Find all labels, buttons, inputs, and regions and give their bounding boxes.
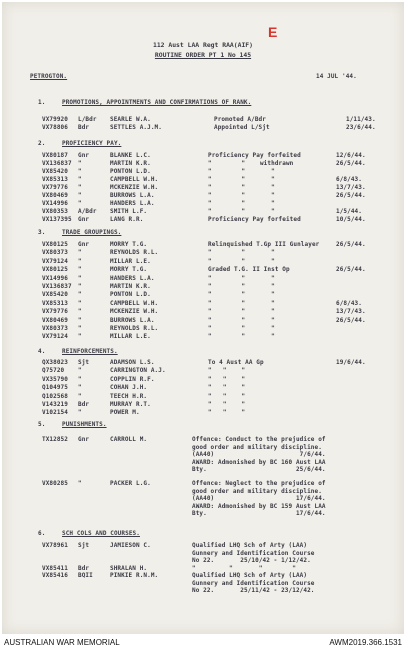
effective-date: 26/5/44. [336, 241, 366, 248]
service-number: VX85420 [42, 291, 68, 299]
action-text: " " " [208, 168, 275, 175]
effective-date: 26/5/44. [336, 192, 366, 199]
rank: Bdr [78, 124, 90, 131]
member-name: COPPLIN R.F. [110, 375, 155, 383]
entry-text: AWARD: Admonished by BC 159 Aust LAA [192, 502, 326, 510]
section-number: 3. [38, 229, 46, 236]
service-number: VX80373 [42, 249, 68, 257]
action-text: " " " [208, 200, 275, 207]
effective-date: 10/5/44. [336, 216, 366, 223]
rank: Bdr [78, 401, 90, 408]
section-heading: PUNISHMENTS. [62, 421, 107, 428]
service-number: VX80285 [42, 480, 68, 487]
rank: A/Bdr [78, 208, 97, 215]
entry-text: AWARD: Admonished by BC 160 Aust LAA [192, 458, 326, 466]
entry-text: No 22. 25/11/42 - 23/12/42. [192, 587, 315, 595]
member-name: MCKENZIE W.H. [110, 184, 159, 191]
service-number: VX14996 [42, 200, 68, 207]
member-name: POWER M. [110, 409, 140, 417]
entry-text: (AA40) 7/6/44. [192, 451, 326, 459]
service-number: VX79124 [42, 257, 68, 265]
action-text: " " " [208, 384, 246, 392]
member-name: LANG R.R. [110, 216, 144, 223]
service-number: VX85416 [42, 572, 68, 579]
action-text: Proficiency Pay forfeited [208, 216, 301, 223]
effective-date: 13/7/43. [336, 184, 366, 191]
member-name: PINKIE R.N.M. [110, 572, 159, 579]
member-name: MILLAR L.E. [110, 257, 151, 265]
service-number: VX79920 [42, 116, 68, 123]
rank: " [78, 308, 82, 316]
section-number: 5. [38, 421, 46, 428]
rank: " [78, 184, 82, 191]
entry-text: Qualified LHQ Sch of Arty (LAA) [192, 542, 308, 549]
service-number: VX14996 [42, 274, 68, 282]
member-name: CARROLL M. [110, 436, 148, 443]
member-name: MARTIN K.R. [110, 283, 151, 290]
action-text: " " " [208, 392, 246, 400]
order-date: 14 JUL '44. [316, 73, 357, 80]
member-name: CAMPBELL W.H. [110, 176, 159, 183]
member-name: HANDERS L.A. [110, 274, 155, 282]
member-name: CAMPBELL W.H. [110, 299, 159, 307]
action-text: " " " [208, 367, 246, 375]
entry-text: Qualified LHQ Sch of Arty (LAA) [192, 572, 308, 579]
section-number: 1. [38, 99, 46, 106]
member-name: COHAN J.H. [110, 384, 148, 392]
effective-date: 6/8/43. [336, 176, 362, 183]
service-number: VX35790 [42, 375, 68, 383]
service-number: VX78806 [42, 124, 68, 131]
action-text: " " " [208, 208, 275, 215]
section-number: 2. [38, 140, 46, 147]
rank: " [78, 480, 82, 487]
document-subtitle: ROUTINE ORDER PT 1 No 145 [154, 51, 252, 59]
service-number: VX85411 [42, 565, 68, 572]
action-text: " " " [208, 375, 246, 383]
action-text: " " " [208, 316, 275, 324]
entry-text: Bty. 25/6/44. [192, 466, 326, 474]
rank: " [78, 333, 82, 341]
section-heading: PROFICIENCY PAY. [62, 140, 122, 147]
member-name: TEECH H.R. [110, 392, 148, 400]
rank: " [78, 176, 82, 183]
effective-date: 6/8/43. [336, 299, 362, 307]
rank: " [78, 291, 82, 299]
rank: " [78, 316, 82, 324]
effective-date: 1/11/43. [346, 116, 376, 123]
entry-text: Gunnery and Identification Course [192, 549, 315, 557]
rank: Sjt [78, 542, 90, 549]
member-name: BURROWS L.A. [110, 316, 155, 324]
service-number: VX79776 [42, 308, 68, 316]
service-number: VX78961 [42, 542, 68, 549]
action-text: Promoted A/Bdr [214, 116, 266, 123]
service-number: TX12852 [42, 436, 68, 443]
entry-text: (AA40) 17/6/44. [192, 495, 326, 503]
member-name: SMITH L.F. [110, 208, 148, 215]
action-text: " " " [208, 291, 275, 299]
action-text: " " withdrawn [208, 160, 294, 167]
rank: " [78, 375, 82, 383]
entry-text: Offence: Neglect to the prejudice of [192, 480, 326, 487]
rank: " [78, 325, 82, 332]
entry-text: No 22. 25/10/42 - 1/12/42. [192, 557, 311, 565]
member-name: PONTON L.D. [110, 168, 151, 175]
entry-text: good order and military discipline. [192, 487, 322, 495]
effective-date: 1/5/44. [336, 208, 362, 215]
service-number: Q102568 [42, 392, 68, 400]
rank: " [78, 274, 82, 282]
action-text: " " " [208, 176, 275, 183]
rank: Gnr [78, 216, 90, 223]
service-number: VX80373 [42, 325, 68, 332]
rank: " [78, 409, 82, 417]
section-heading: SCH COLS AND COURSES. [62, 530, 140, 537]
rank: Bdr [78, 565, 90, 572]
member-name: ADAMSON L.S. [110, 359, 155, 366]
service-number: VX85313 [42, 176, 68, 183]
member-name: MARTIN K.R. [110, 160, 151, 167]
member-name: PACKER L.G. [110, 480, 151, 487]
entry-text: " " " " [192, 565, 296, 572]
effective-date: 26/5/44. [336, 160, 366, 167]
member-name: BURROWS L.A. [110, 192, 155, 199]
member-name: HANDERS L.A. [110, 200, 155, 207]
rank: " [78, 160, 82, 167]
member-name: MCKENZIE W.H. [110, 308, 159, 316]
rank: BQII [78, 572, 93, 579]
rank: " [78, 384, 82, 392]
service-number: VX85420 [42, 168, 68, 175]
entry-text: good order and military discipline. [192, 443, 322, 451]
action-text: " " " [208, 184, 275, 191]
member-name: SETTLES A.J.M. [110, 124, 162, 131]
service-number: VX85313 [42, 299, 68, 307]
rank: " [78, 249, 82, 257]
effective-date: 12/6/44. [336, 152, 366, 159]
action-text: " " " [208, 325, 275, 332]
effective-date: 13/7/43. [336, 308, 366, 316]
rank: Gnr [78, 152, 90, 159]
member-name: REYNOLDS R.L. [110, 249, 159, 257]
service-number: Q104975 [42, 384, 68, 392]
rank: " [78, 283, 82, 290]
service-number: V102154 [42, 409, 68, 417]
service-number: VX80469 [42, 316, 68, 324]
service-number: V143219 [42, 401, 68, 408]
action-text: To 4 Aust AA Gp [208, 359, 264, 366]
document-title: 112 Aust LAA Regt RAA(AIF) [152, 41, 254, 49]
rank: " [78, 367, 82, 375]
action-text: " " " [208, 192, 275, 199]
rank: L/Bdr [78, 116, 97, 123]
archive-credit: AUSTRALIAN WAR MEMORIAL [4, 638, 120, 647]
rank: " [78, 392, 82, 400]
member-name: MILLAR L.E. [110, 333, 151, 341]
action-text: " " " [208, 409, 246, 417]
action-text: " " " [208, 333, 275, 341]
member-name: CARRINGTON A.J. [110, 367, 166, 375]
member-name: BLANKE L.C. [110, 152, 151, 159]
member-name: JAMIESON C. [110, 542, 151, 549]
archive-reference: AWM2019.366.1531 [329, 638, 402, 647]
location: PETROGTON. [30, 73, 68, 80]
document-page [2, 2, 404, 634]
service-number: VX79776 [42, 184, 68, 191]
rank: Gnr [78, 241, 90, 248]
action-text: " " " [208, 308, 275, 316]
service-number: QX38023 [42, 359, 68, 366]
section-heading: REINFORCEMENTS. [62, 348, 118, 355]
member-name: SEARLE W.A. [110, 116, 151, 123]
member-name: MORRY T.G. [110, 266, 148, 274]
rank: " [78, 266, 82, 274]
rank: Gnr [78, 436, 90, 443]
entry-text: Offence: Conduct to the prejudice of [192, 436, 326, 443]
effective-date: 19/6/44. [336, 359, 366, 366]
effective-date: 26/5/44. [336, 266, 366, 274]
section-heading: TRADE GROUPINGS. [62, 229, 122, 236]
action-text: " " " [208, 249, 275, 257]
service-number: VX80125 [42, 241, 68, 248]
service-number: Q75720 [42, 367, 65, 375]
service-number: VX137395 [42, 216, 72, 223]
action-text: Graded T.G. II Inst Op [208, 266, 290, 274]
service-number: VX136837 [42, 283, 72, 290]
action-text: Proficiency Pay forfeited [208, 152, 301, 159]
service-number: VX80469 [42, 192, 68, 199]
rank: Sjt [78, 359, 90, 366]
member-name: PONTON L.D. [110, 291, 151, 299]
section-number: 4. [38, 348, 46, 355]
service-number: VX80353 [42, 208, 68, 215]
section-heading: PROMOTIONS, APPOINTMENTS AND CONFIRMATIONS OF RANK. [62, 99, 252, 106]
action-text: " " " [208, 274, 275, 282]
action-text: " " " [208, 299, 275, 307]
action-text: " " " [208, 257, 275, 265]
member-name: MURRAY R.T. [110, 401, 151, 408]
action-text: Relinquished T.Gp III Gunlayer [208, 241, 320, 248]
entry-text: Bty. 17/6/44. [192, 510, 326, 518]
service-number: VX80125 [42, 266, 68, 274]
rank: " [78, 257, 82, 265]
rank: " [78, 192, 82, 199]
member-name: REYNOLDS R.L. [110, 325, 159, 332]
rank: " [78, 168, 82, 175]
member-name: SHRALAN H. [110, 565, 148, 572]
service-number: VX79124 [42, 333, 68, 341]
rank: " [78, 200, 82, 207]
service-number: VX80187 [42, 152, 68, 159]
red-file-mark: E [268, 24, 278, 40]
action-text: Appointed L/Sjt [214, 124, 270, 131]
service-number: VX136837 [42, 160, 72, 167]
effective-date: 23/6/44. [346, 124, 376, 131]
rank: " [78, 299, 82, 307]
action-text: " " " [208, 401, 246, 408]
action-text: " " " [208, 283, 275, 290]
effective-date: 26/5/44. [336, 316, 366, 324]
member-name: MORRY T.G. [110, 241, 148, 248]
entry-text: Gunnery and Identification Course [192, 579, 315, 587]
section-number: 6. [38, 530, 46, 537]
